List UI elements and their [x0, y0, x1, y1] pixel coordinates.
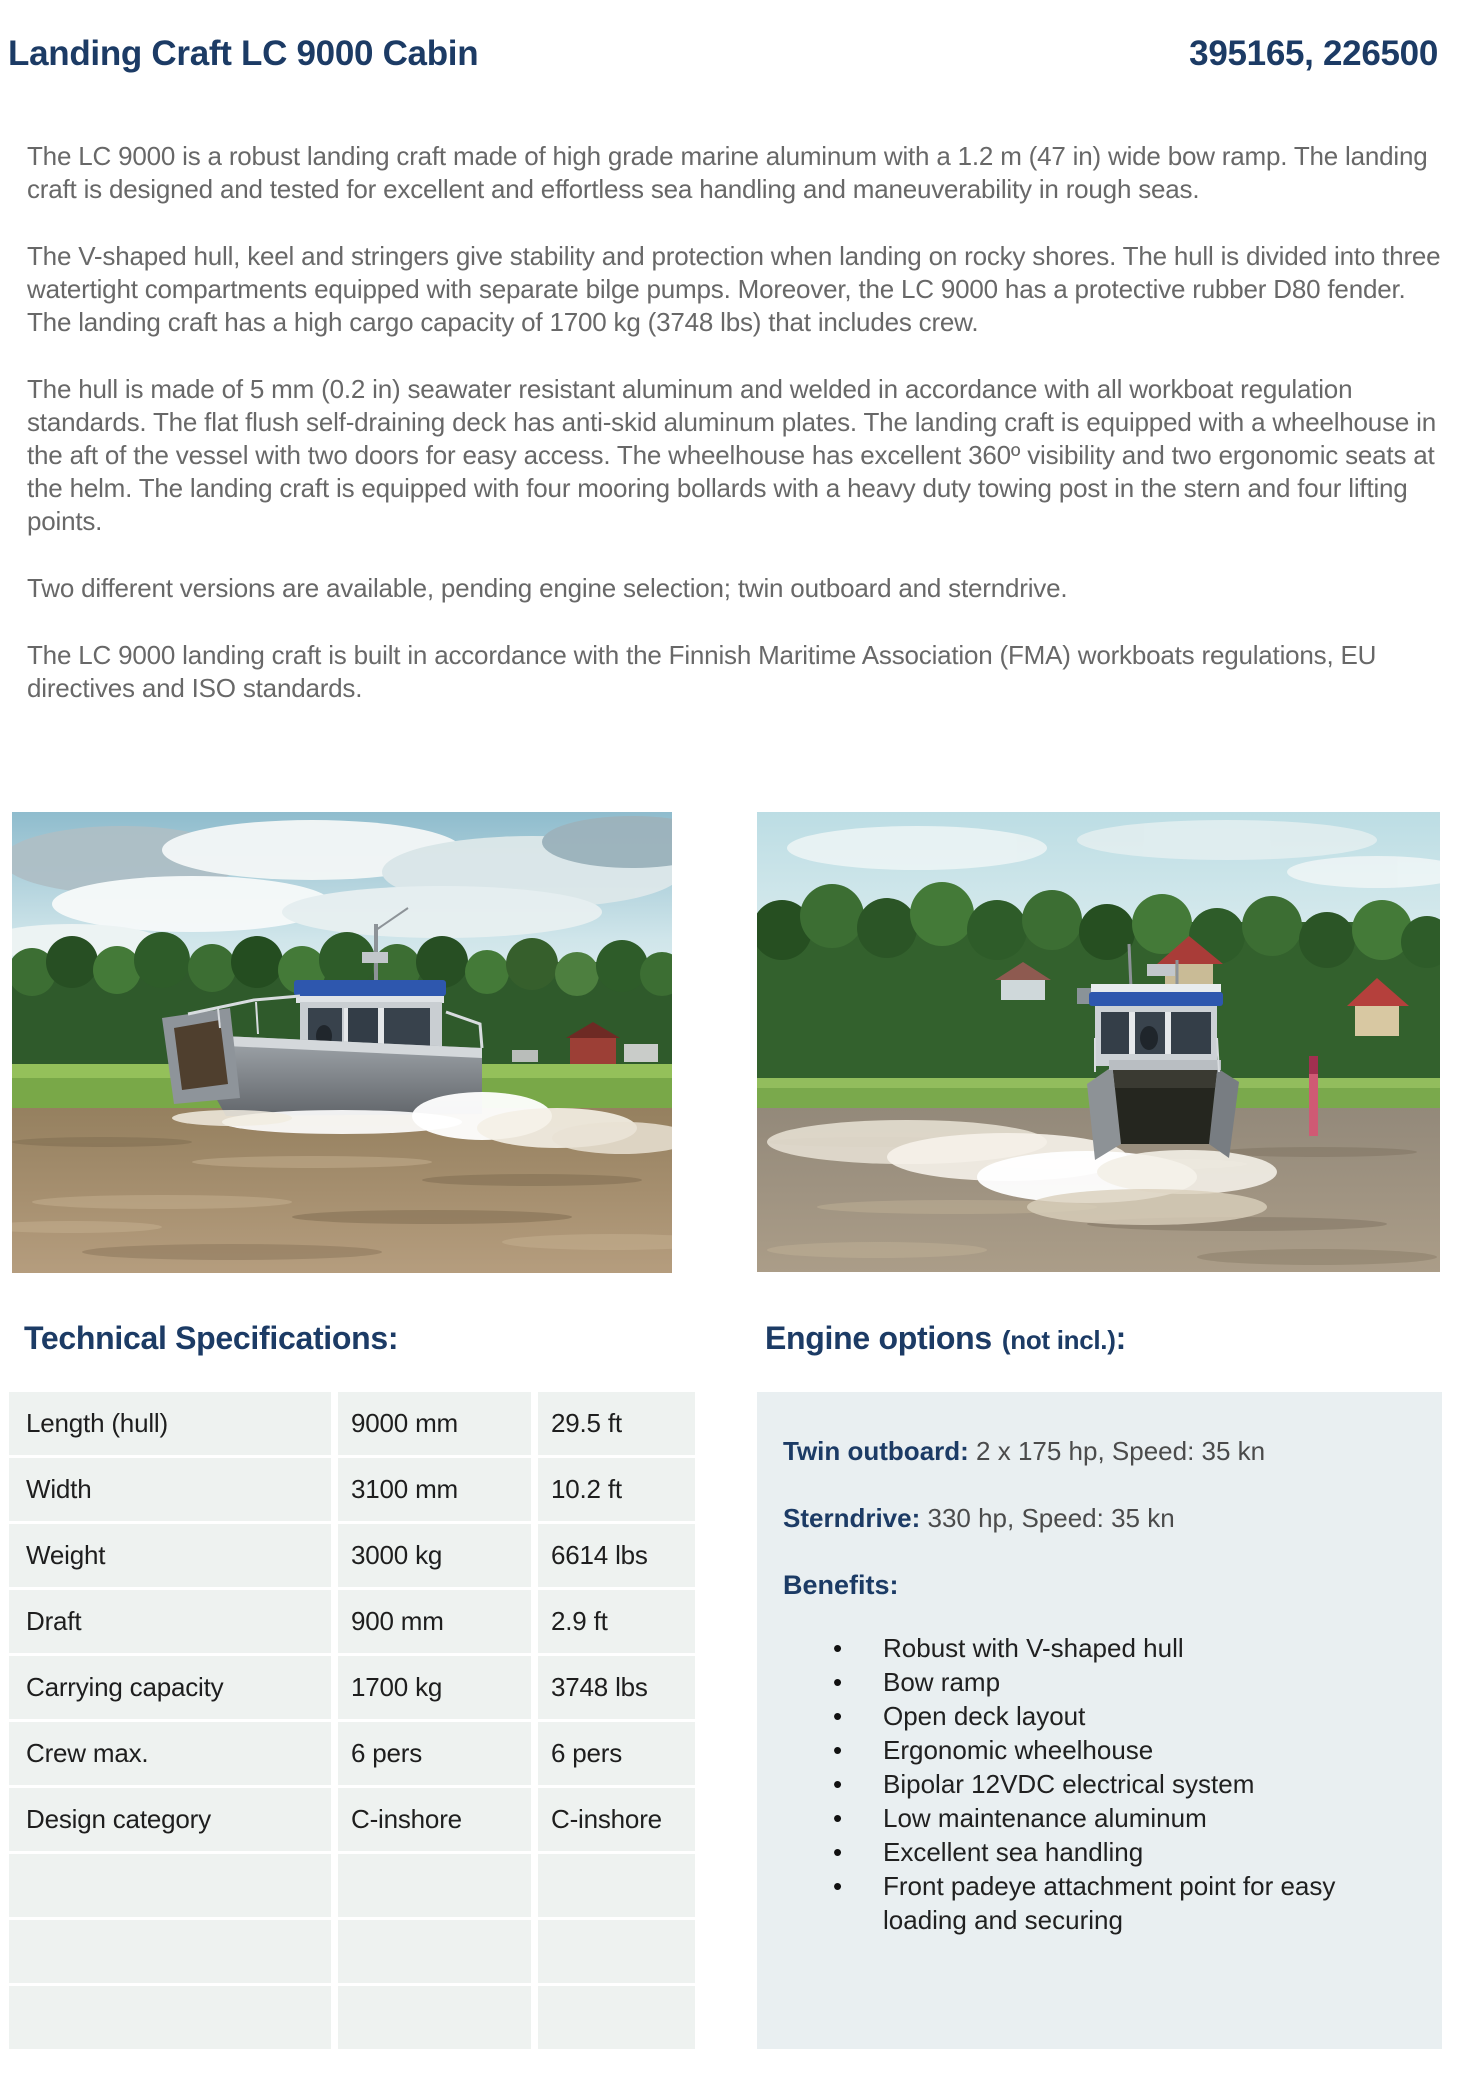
- spec-label: Width: [9, 1458, 331, 1521]
- boat-photo-right-art: [757, 812, 1440, 1272]
- spec-empty-cell: [338, 1986, 531, 2049]
- benefit-item: • Excellent sea handling: [783, 1835, 1414, 1869]
- engine-heading-main: Engine options: [765, 1320, 992, 1356]
- benefit-item: • Front padeye attachment point for easy loading and securing: [783, 1869, 1414, 1937]
- spec-metric: 9000 mm: [338, 1392, 531, 1455]
- spec-empty-cell: [338, 1920, 531, 1983]
- spec-empty-cell: [9, 1920, 331, 1983]
- spec-label: Crew max.: [9, 1722, 331, 1785]
- spec-imperial: 6614 lbs: [538, 1524, 695, 1587]
- intro-paragraph-1: The LC 9000 is a robust landing craft made of high grade marine aluminum with a 1.2 m (47 in) wide bow ramp. The landing craft is designed and tested for excellent and effortless sea handling and maneuverability in rough seas.: [27, 141, 1428, 204]
- spec-metric: C-inshore: [338, 1788, 531, 1851]
- spec-label: Design category: [9, 1788, 331, 1851]
- spec-imperial: 2.9 ft: [538, 1590, 695, 1653]
- spec-imperial: 6 pers: [538, 1722, 695, 1785]
- benefits-heading: Benefits:: [783, 1570, 899, 1600]
- intro-paragraph-3: The hull is made of 5 mm (0.2 in) seawater resistant aluminum and welded in accordance with all workboat regulation standards. The flat flush self-draining deck has anti-skid aluminum plates. The landing craft is equipped with a wheelhouse in the aft of the vessel with two doors for easy access. The wheelhouse has excellent 360º visibility and two ergonomic seats at the helm. The landing craft is equipped with four mooring bollards with a heavy duty towing post in the stern and four lifting points.: [27, 374, 1436, 536]
- twin-outboard-label: Twin outboard:: [783, 1436, 969, 1466]
- header: [8, 34, 1438, 74]
- spec-imperial: 10.2 ft: [538, 1458, 695, 1521]
- engine-heading-colon: :: [1115, 1320, 1126, 1356]
- spec-metric: 6 pers: [338, 1722, 531, 1785]
- spec-label: Weight: [9, 1524, 331, 1587]
- benefit-item: • Robust with V-shaped hull: [783, 1631, 1414, 1665]
- intro-section: [27, 140, 1445, 739]
- benefit-item: • Low maintenance aluminum: [783, 1801, 1414, 1835]
- sterndrive-value: 330 hp, Speed: 35 kn: [920, 1503, 1175, 1533]
- spec-empty-cell: [538, 1854, 695, 1917]
- benefit-item: • Bow ramp: [783, 1665, 1414, 1699]
- spec-metric: 3000 kg: [338, 1524, 531, 1587]
- spec-label: Length (hull): [9, 1392, 331, 1455]
- boat-photo-right: [757, 812, 1440, 1272]
- spec-metric: 3100 mm: [338, 1458, 531, 1521]
- intro-paragraph-2: The V-shaped hull, keel and stringers give stability and protection when landing on rocky shores. The hull is divided into three watertight compartments equipped with separate bilge pumps. Moreover, the LC 9000 has a protective rubber D80 fender. The landing craft has a high cargo capacity of 1700 kg (3748 lbs) that includes crew.: [27, 241, 1441, 337]
- spec-empty-cell: [9, 1854, 331, 1917]
- specs-heading: Technical Specifications:: [24, 1320, 399, 1356]
- sterndrive-label: Sterndrive:: [783, 1503, 921, 1533]
- spec-metric: 900 mm: [338, 1590, 531, 1653]
- spec-table: [9, 1392, 695, 2049]
- engine-options-box: [757, 1392, 1442, 2049]
- page-title: Landing Craft LC 9000 Cabin: [8, 34, 479, 73]
- spec-empty-cell: [9, 1986, 331, 2049]
- spec-imperial: 3748 lbs: [538, 1656, 695, 1719]
- spec-label: Carrying capacity: [9, 1656, 331, 1719]
- twin-outboard-value: 2 x 175 hp, Speed: 35 kn: [968, 1436, 1266, 1466]
- spec-empty-cell: [538, 1986, 695, 2049]
- twin-outboard-line: [783, 1436, 1414, 1466]
- spec-empty-cell: [538, 1920, 695, 1983]
- benefit-item: • Ergonomic wheelhouse: [783, 1733, 1414, 1767]
- engine-heading: [765, 1320, 1126, 1357]
- channel-marker-top: [1309, 1056, 1318, 1074]
- benefit-item: • Open deck layout: [783, 1699, 1414, 1733]
- spec-metric: 1700 kg: [338, 1656, 531, 1719]
- spec-label: Draft: [9, 1590, 331, 1653]
- sterndrive-line: [783, 1503, 1414, 1533]
- spec-empty-cell: [338, 1854, 531, 1917]
- spec-imperial: C-inshore: [538, 1788, 695, 1851]
- product-codes: 395165, 226500: [1189, 34, 1438, 73]
- spec-imperial: 29.5 ft: [538, 1392, 695, 1455]
- intro-paragraph-4: Two different versions are available, pending engine selection; twin outboard and sterndrive.: [27, 573, 1068, 603]
- intro-paragraph-5: The LC 9000 landing craft is built in accordance with the Finnish Maritime Association (FMA) workboats regulations, EU directives and ISO standards.: [27, 640, 1377, 703]
- benefits-list: [783, 1631, 1414, 1937]
- benefit-item: • Bipolar 12VDC electrical system: [783, 1767, 1414, 1801]
- boat-photo-left-art: [12, 812, 672, 1273]
- boat-photo-left: [12, 812, 672, 1273]
- engine-heading-note: (not incl.): [1001, 1325, 1116, 1355]
